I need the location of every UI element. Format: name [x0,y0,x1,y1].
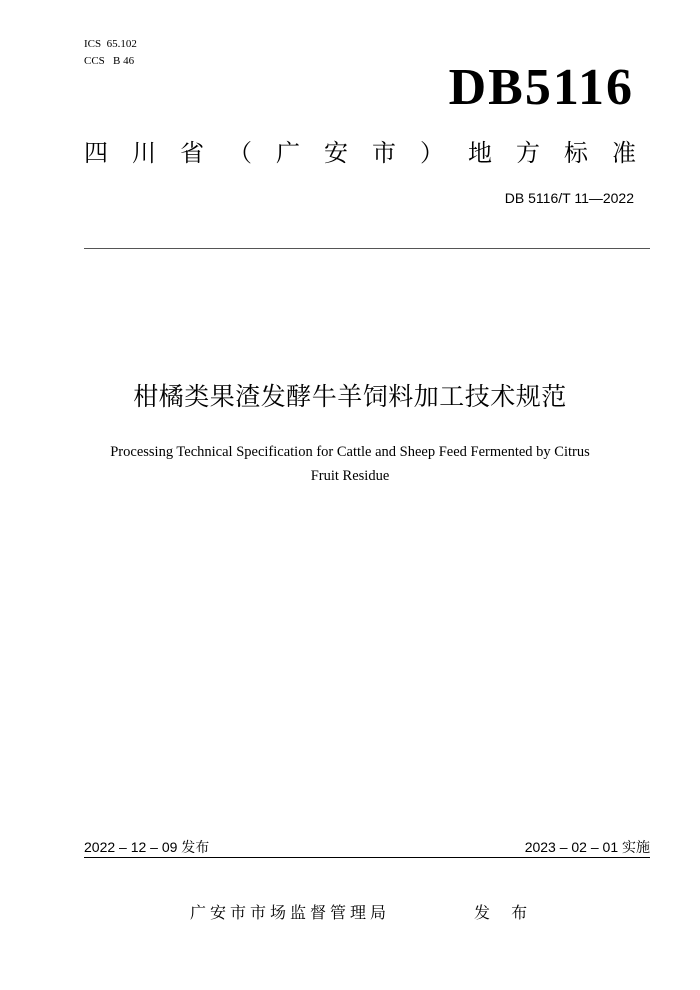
standard-type-char: 准 [612,139,636,167]
implementation-date: 2023 – 02 – 01 实施 [524,839,650,855]
title-chinese: 柑橘类果渣发酵牛羊饲料加工技术规范 [133,382,567,411]
standard-type-char: 省 [180,139,204,167]
standard-type-char: 川 [132,139,156,167]
standard-type-char: 方 [516,139,540,167]
issue-label: 发 布 [474,903,536,922]
standard-type-char: （ [228,139,252,167]
title-english-line: Processing Technical Specification for Cattle and Sheep Feed Fermented by Citrus [110,444,590,460]
title-english [70,440,630,488]
ccs-code: CCS B 46 [84,55,135,67]
standard-code-heading: DB5116 [448,59,634,116]
standard-type-char: 标 [564,139,588,167]
standard-type-char: 广 [276,139,300,167]
issue-date: 2022 – 12 – 09 发布 [84,839,210,855]
ics-code: ICS 65.102 [84,38,137,50]
standard-type [84,138,636,168]
issuing-authority: 广安市市场监督管理局 [190,903,391,922]
classification-codes [84,36,137,70]
title-english-line: Fruit Residue [310,468,390,484]
standard-number: DB 5116/T 11—2022 [504,190,634,206]
standard-type-char: 四 [84,139,108,167]
standard-type-char: 安 [324,139,348,167]
header-divider [84,248,650,249]
footer-divider [84,857,650,858]
standard-type-char: 地 [468,139,492,167]
standard-type-char: ） [420,139,444,167]
standard-type-char: 市 [372,139,396,167]
date-row [84,838,650,856]
